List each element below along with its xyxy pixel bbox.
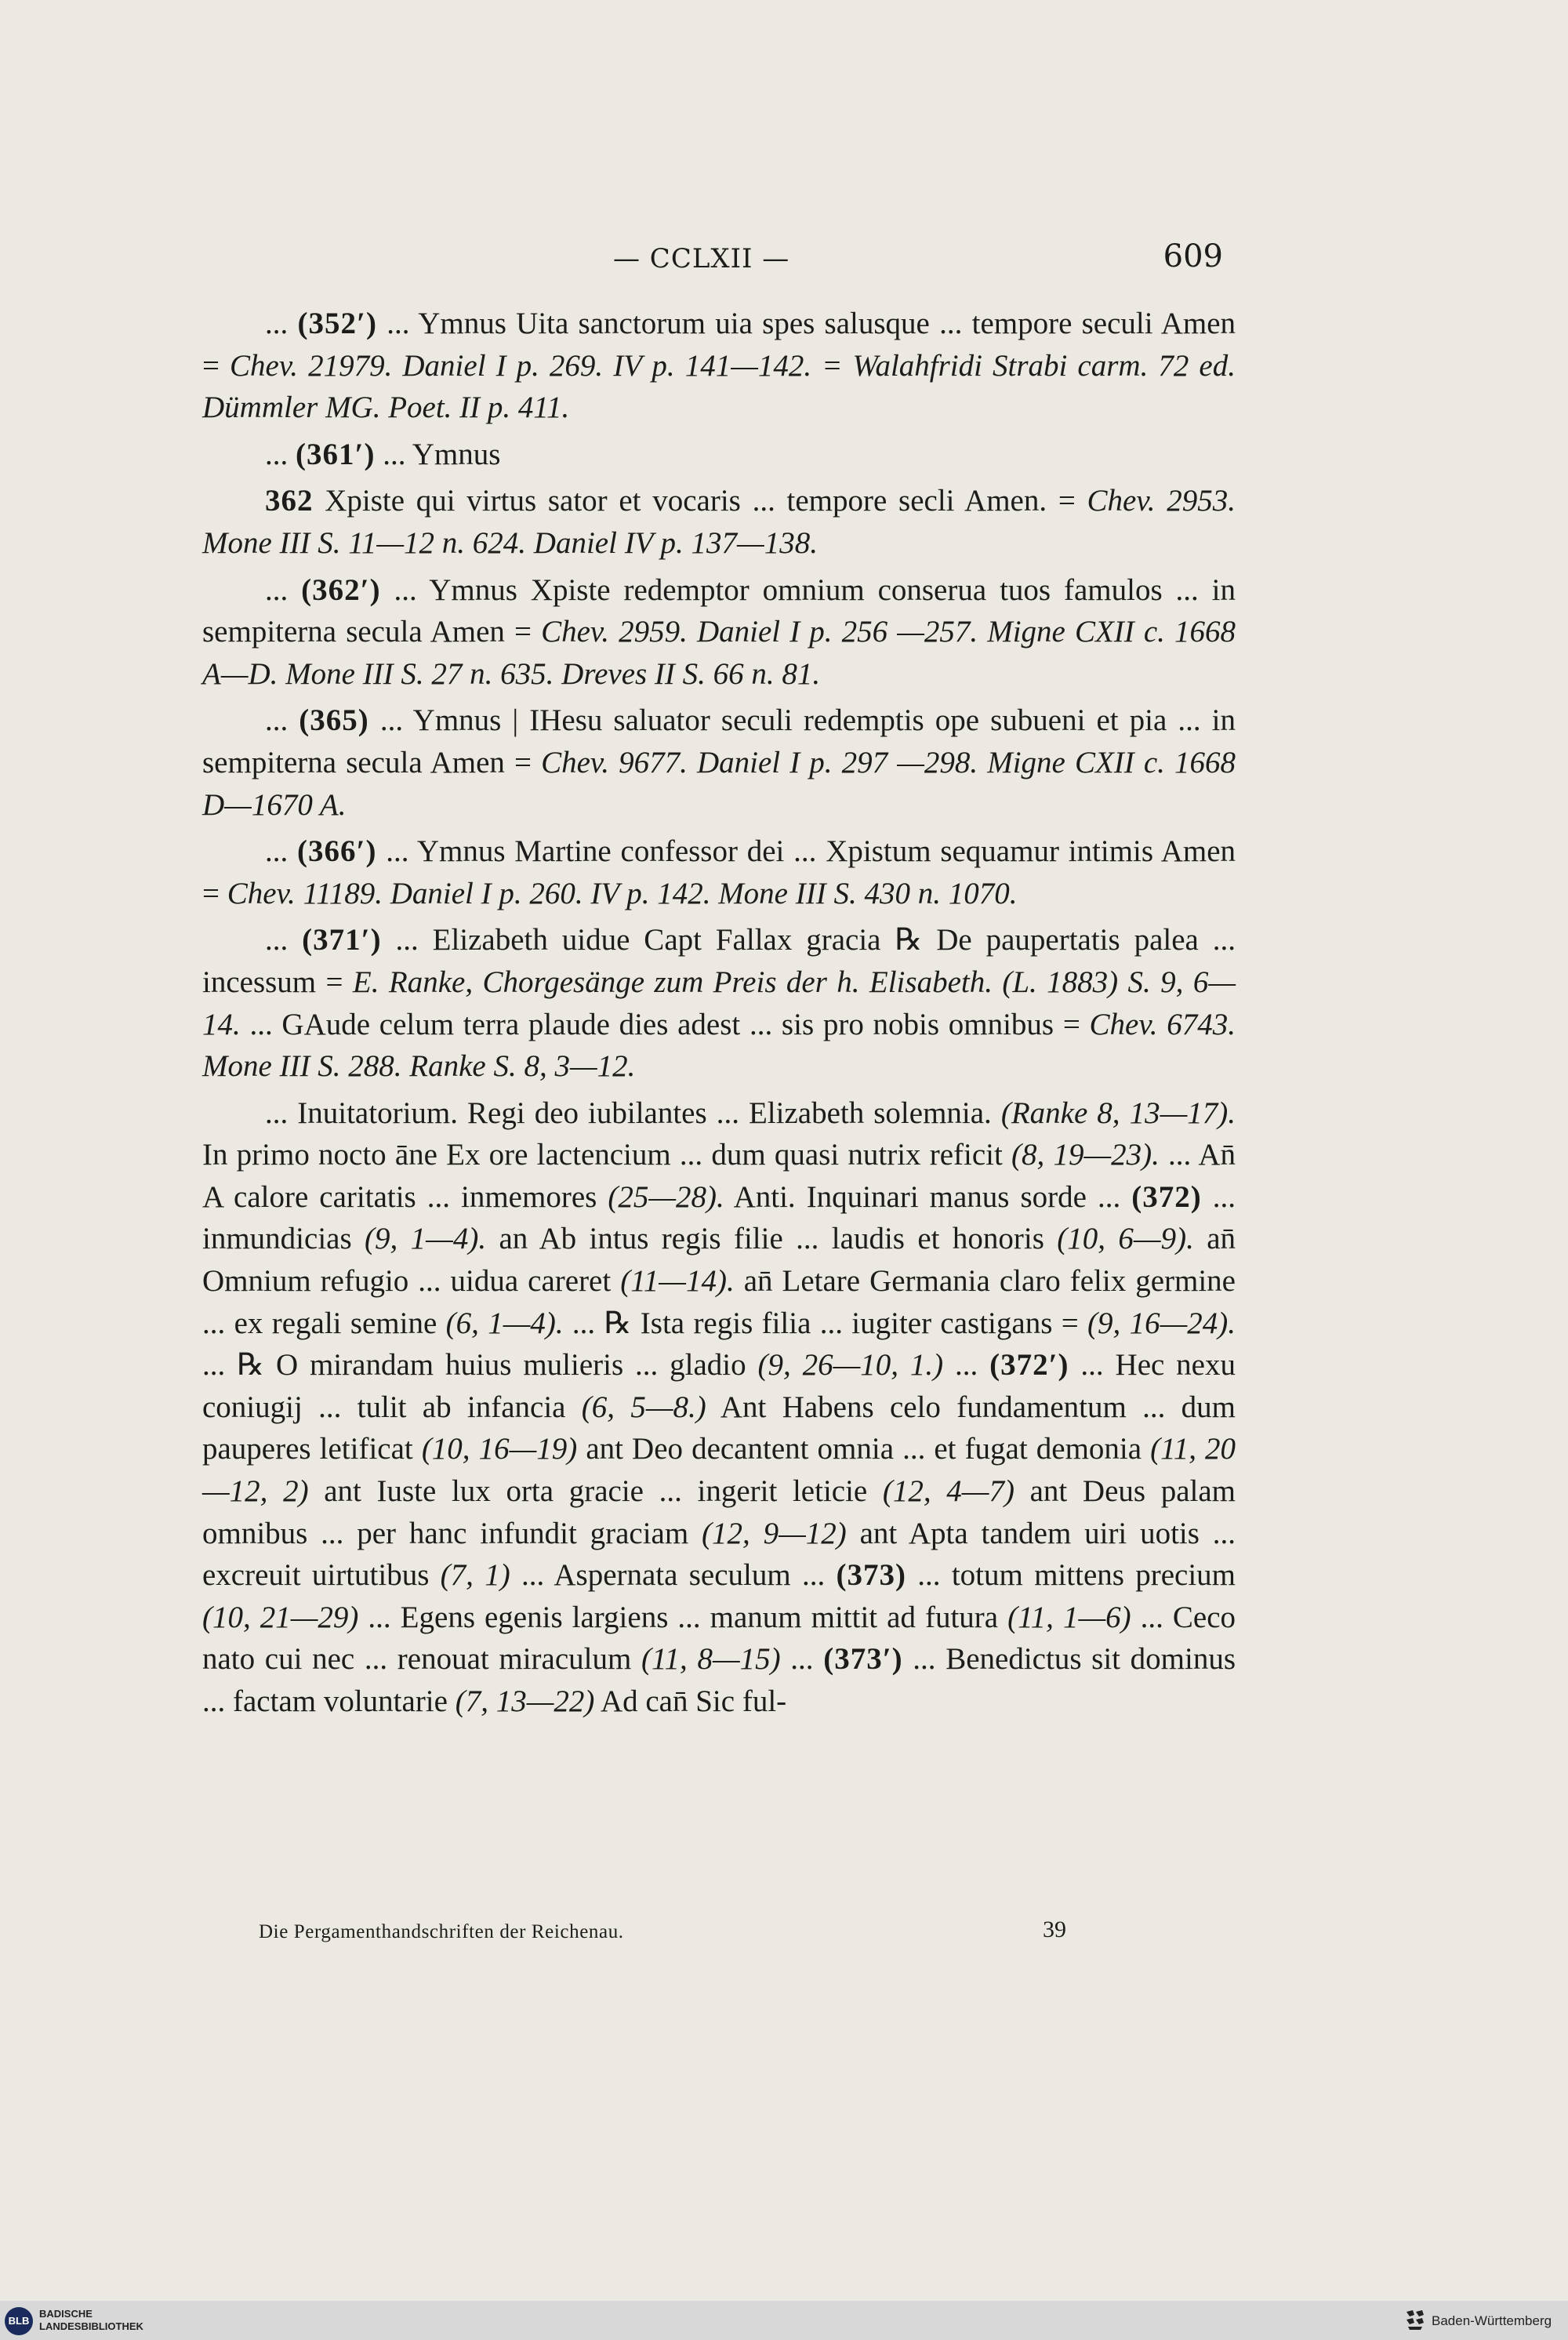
entry-office-elizabeth: ... Inuitatorium. Regi deo iubilantes ... Elizabeth solemnia. (Ranke 8, 13—17). In primo nocto āne Ex ore lactencium ... dum quasi nutrix reficit (8, 19—23). ... An̄ A calore caritatis ... inmemores (25—28). Anti. Inquinari manus sorde ... (372) ... inmundicias (9, 1—4). an Ab intus regis filie ... laudis et honoris (10, 6—9). an̄ Omnium refugio ... uidua careret (11—14). an̄ Letare Germania claro felix germine ... ex regali semine (6, 1—4). ... ℞ Ista regis filia ... iugiter castigans = (9, 16—24). ... ℞ O mirandam huius mulieris ... gladio (9, 26—10, 1.) ... (372′) ... Hec nexu coniugij ... tulit ab infancia (6, 5—8.) Ant Habens celo fundamentum ... dum pauperes letificat (10, 16—19) ant Deo decantent omnia ... et fugat demonia (11, 20—12, 2) ant Iuste lux orta gracie ... ingerit leticie (12, 4—7) ant Deus palam omnibus ... per hanc infundit graciam (12, 9—12) ant Apta tandem uiri uotis ... excreuit uirtutibus (7, 1) ... Aspernata seculum ... (373) ... totum mittens precium (10, 21—29) ... Egens egenis largiens ... manum mittit ad futura (11, 1—6) ... Ceco nato cui nec ... renouat miraculum (11, 8—15) ... (373′) ... Benedictus sit dominus ... factam voluntarie (7, 13—22) Ad can̄ Sic ful- [202,1096,1236,1718]
page-number: 609 [1163,238,1223,274]
entry-number: (352′) [297,307,377,340]
entry-366-prime: ... (366′) ... Ymnus Martine confessor dei ... Χpistum sequamur intimis Amen = Chev. 11189. Daniel I p. 260. IV p. 142. Mone III S. 430 n. 1070. [202,834,1236,910]
library-name: BADISCHE LANDESBIBLIOTHEK [39,2308,143,2332]
citation: Chev. 2959. Daniel I p. 256 —257. Migne CXII c. 1668 A—D. Mone III S. 27 n. 635. Dreves II S. 66 n. 81. [202,615,1236,691]
entry-number: (373′) [823,1642,903,1677]
citation: Chev. 9677. Daniel I p. 297 —298. Migne CXII c. 1668 D—1670 A. [202,745,1236,822]
page-footer [0,1917,1568,1948]
library-bar [0,2301,1568,2340]
entry-number: (371′) [302,923,382,957]
entry-number: (373) [836,1558,906,1593]
entry-365: ... (365) ... Ymnus | IHesu saluator seculi redemptis ope subueni et pia ... in sempiterna secula Amen = Chev. 9677. Daniel I p. 297 —298. Migne CXII c. 1668 D—1670 A. [202,703,1236,822]
entry-352-prime: ... (352′) ... Ymnus Uita sanctorum uia spes salusque ... tempore seculi Amen = Chev. 21979. Daniel I p. 269. IV p. 141—142. = Walahfridi Strabi carm. 72 ed. Dümmler MG. Poet. II p. 411. [202,307,1236,425]
state-coat-of-arms-icon [1403,2309,1427,2332]
entry-number: (372) [1131,1179,1202,1214]
citation: Chev. 21979. Daniel I p. 269. IV p. 141—142. = Walahfridi Strabi carm. 72 ed. Dümmler MG. Poet. II p. 411. [202,348,1236,425]
entry-number: 362 [265,484,314,518]
entry-number: (365) [299,703,369,738]
state-name[interactable]: Baden-Württemberg [1432,2313,1552,2328]
text-block [202,303,1236,1728]
entry-362-prime: ... (362′) ... Ymnus Χpiste redemptor omnium conserua tuos famulos ... in sempiterna secula Amen = Chev. 2959. Daniel I p. 256 —257. Migne CXII c. 1668 A—D. Mone III S. 27 n. 635. Dreves II S. 66 n. 81. [202,572,1236,691]
section-title: — CCLXII — [613,243,790,274]
entry-number: (361′) [296,437,376,471]
entry-number: (362′) [301,572,381,607]
signature-mark: 39 [1043,1917,1066,1942]
citation: Chev. 2953. Mone III S. 11—12 n. 624. Daniel IV p. 137—138. [202,484,1236,560]
entry-371-prime: ... (371′) ... Elizabeth uidue Capt Fallax gracia ℞ De paupertatis palea ... incessum = E. Ranke, Chorgesänge zum Preis der h. Elisabeth. (L. 1883) S. 9, 6—14. ... GAude celum terra plaude dies adest ... sis pro nobis omnibus = Chev. 6743. Mone III S. 288. Ranke S. 8, 3—12. [202,923,1236,1084]
entry-361-prime: ... (361′) ... Ymnus [265,437,501,471]
running-head [0,238,1568,282]
citation: Chev. 6743. Mone III S. 288. Ranke S. 8, 3—12. [202,1007,1236,1084]
citation: Chev. 11189. Daniel I p. 260. IV p. 142. Mone III S. 430 n. 1070. [227,876,1018,910]
entry-362: 362 Χpiste qui virtus sator et vocaris ... tempore secli Amen. = Chev. 2953. Mone III S. 11—12 n. 624. Daniel IV p. 137—138. [202,484,1236,560]
footer-title: Die Pergamenthandschriften der Reichenau. [259,1921,624,1942]
blb-logo-icon[interactable]: BLB [5,2307,33,2335]
entry-number: (366′) [297,834,377,869]
citation: E. Ranke, Chorgesänge zum Preis der h. Elisabeth. (L. 1883) S. 9, 6—14. [202,965,1236,1041]
entry-number: (372′) [989,1348,1069,1383]
